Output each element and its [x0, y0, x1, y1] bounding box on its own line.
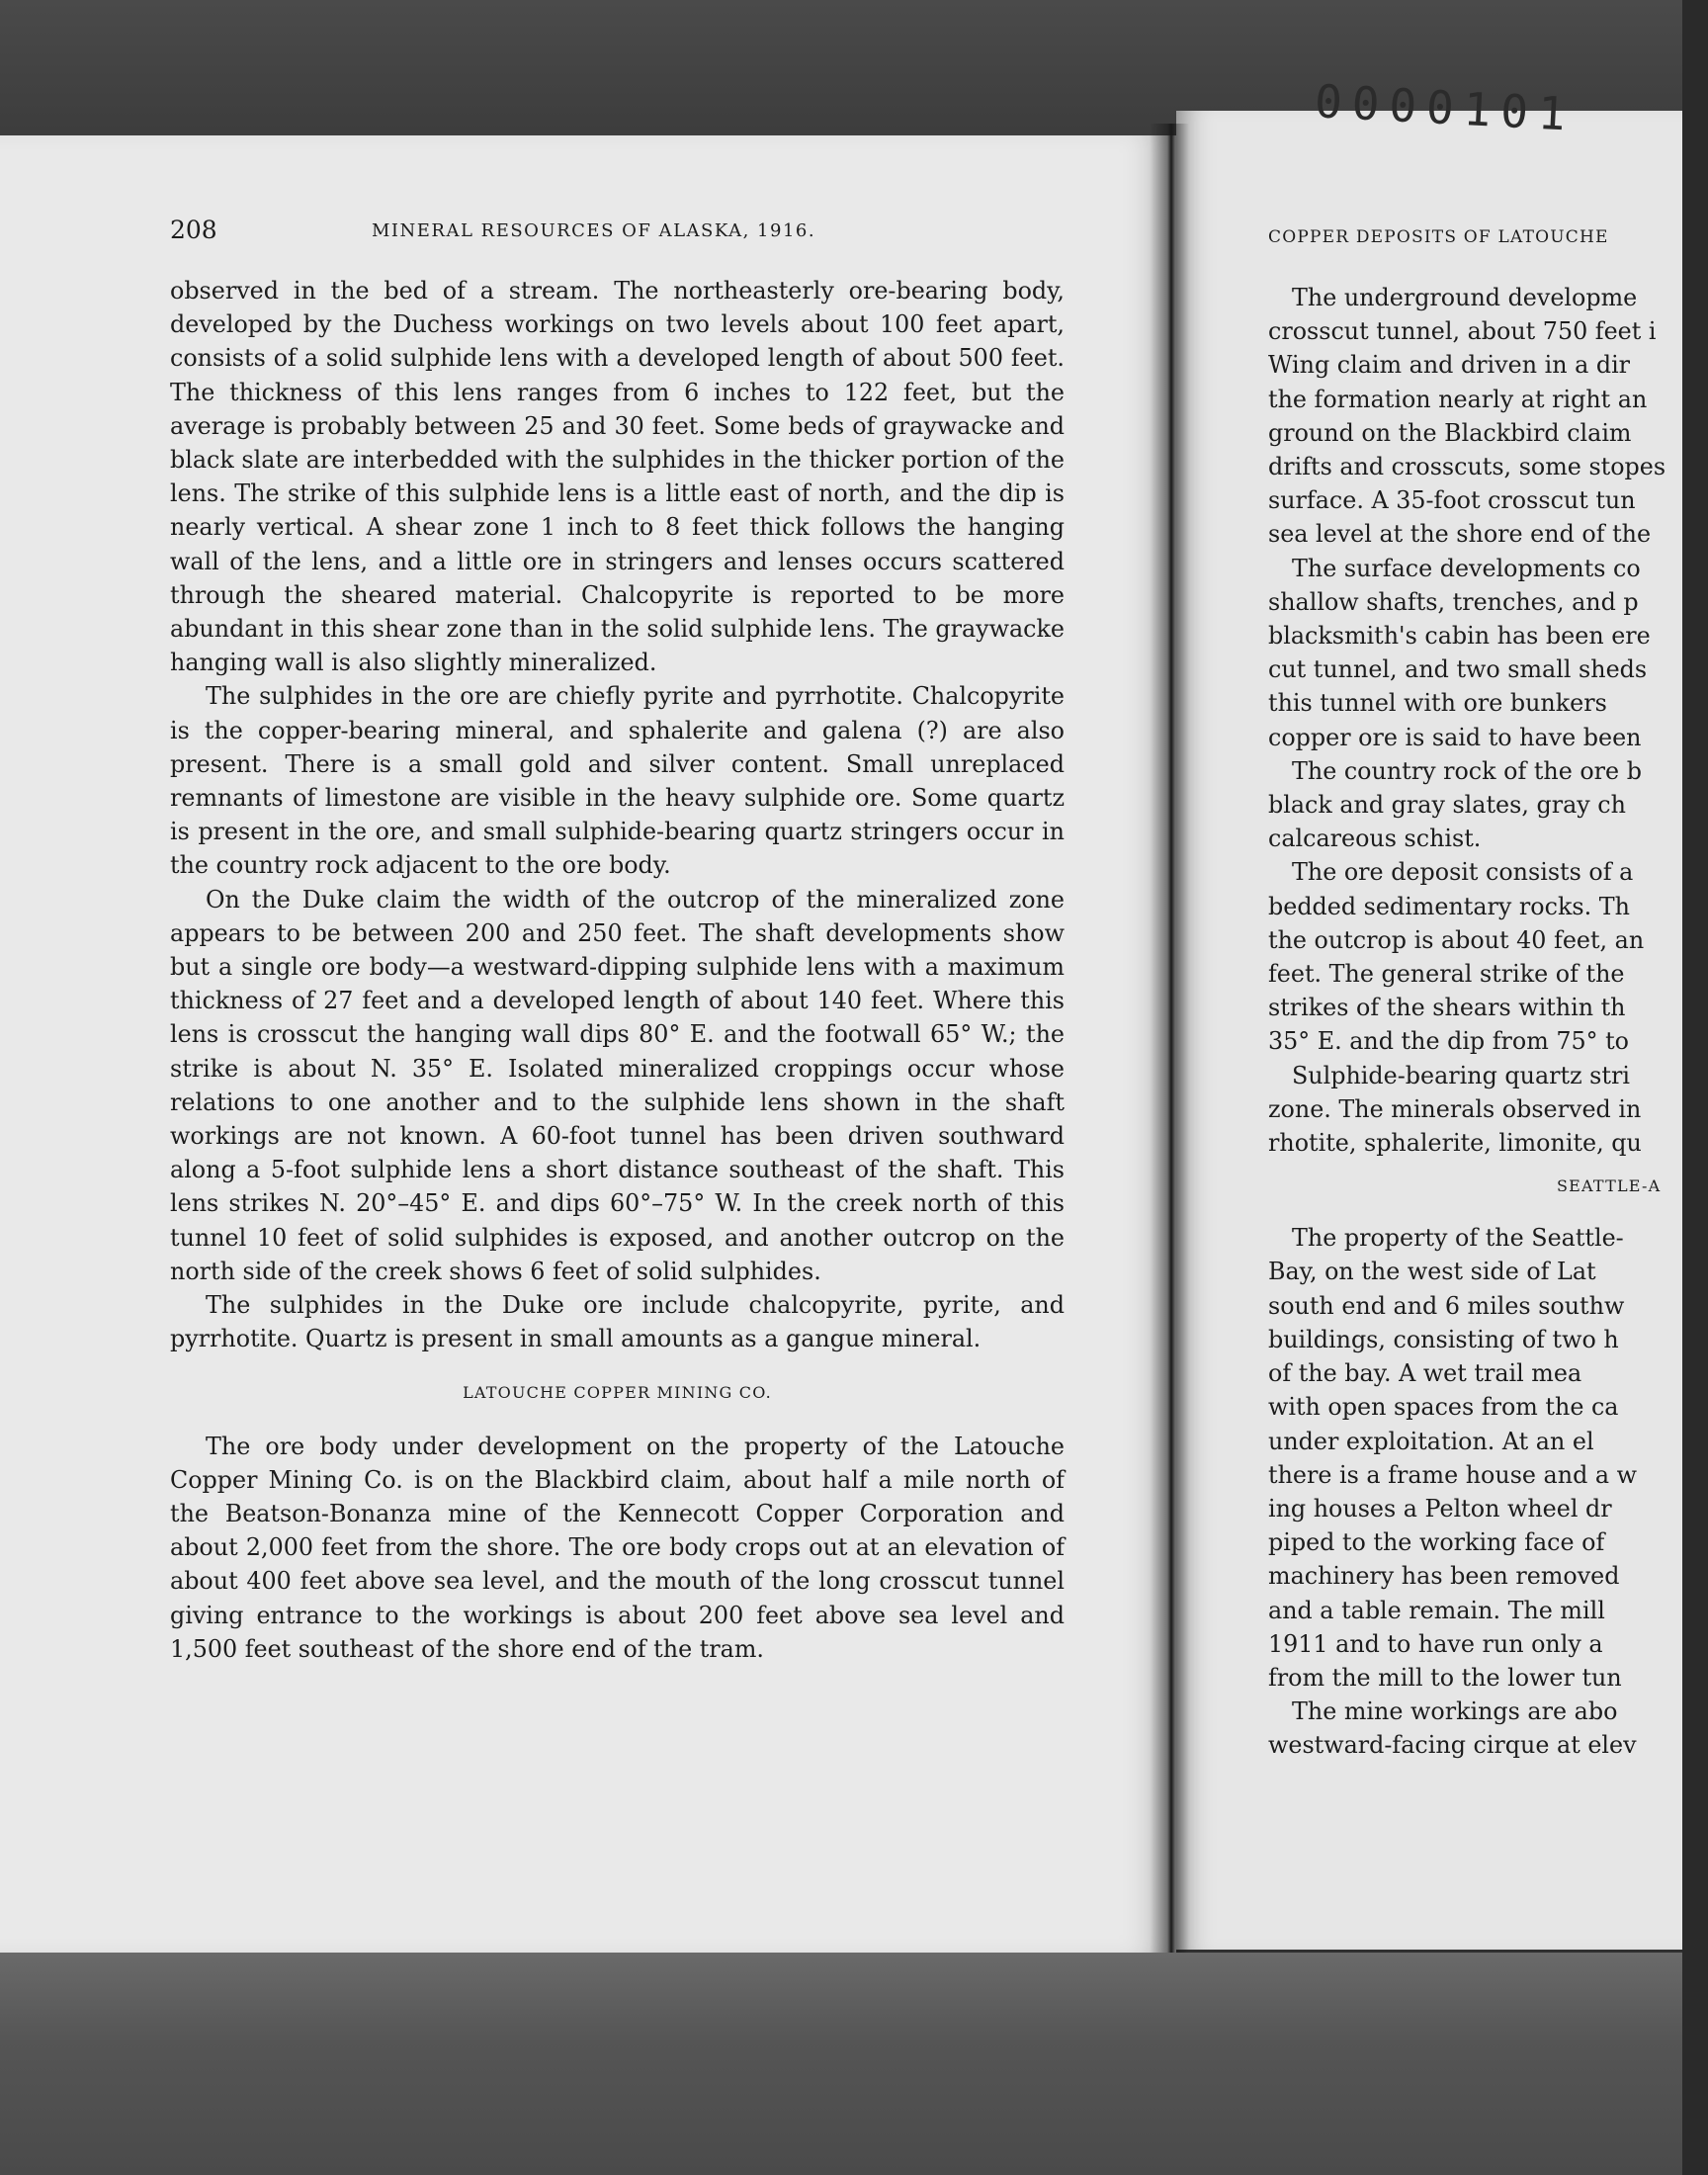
text-line: from the mill to the lower tun	[1268, 1663, 1622, 1692]
text-line: crosscut tunnel, about 750 feet i	[1268, 317, 1657, 346]
text-line: the outcrop is about 40 feet, an	[1268, 925, 1645, 954]
text-line: The mine workings are abo	[1292, 1697, 1618, 1726]
text-line: piped to the working face of	[1268, 1528, 1605, 1557]
text-line: zone. The minerals observed in	[1268, 1094, 1642, 1123]
text-line: this tunnel with ore bunkers	[1268, 689, 1607, 718]
right-section-heading: SEATTLE-A	[1557, 1176, 1662, 1196]
paragraph: The sulphides in the Duke ore include chalcopyrite, pyrite, and pyrrhotite. Quartz is present in small amounts as a gangue mineral.	[170, 1291, 1065, 1353]
text-line: ground on the Blackbird claim	[1268, 418, 1632, 447]
text-line: calcareous schist.	[1268, 825, 1482, 853]
text-line: machinery has been removed	[1268, 1562, 1620, 1591]
text-line: The surface developments co	[1292, 554, 1641, 582]
text-line: there is a frame house and a w	[1268, 1460, 1637, 1489]
text-line: westward-facing cirque at elev	[1268, 1731, 1637, 1760]
right-text-block-1	[1268, 281, 1681, 1160]
text-line: under exploitation. At an el	[1268, 1427, 1594, 1455]
text-line: sea level at the shore end of the	[1268, 520, 1652, 549]
text-line: strikes of the shears within th	[1268, 994, 1626, 1022]
text-line: feet. The general strike of the	[1268, 960, 1625, 989]
text-line: The underground developme	[1292, 284, 1638, 311]
text-line: bedded sedimentary rocks. Th	[1268, 892, 1630, 920]
right-text-column	[1268, 281, 1681, 1763]
text-line: rhotite, sphalerite, limonite, qu	[1268, 1129, 1642, 1158]
text-line: south end and 6 miles southw	[1268, 1291, 1625, 1320]
text-line: Sulphide-bearing quartz stri	[1292, 1061, 1630, 1089]
scan-right-margin	[1682, 0, 1708, 2175]
text-line: and a table remain. The mill	[1268, 1596, 1605, 1624]
text-line: blacksmith's cabin has been ere	[1268, 622, 1651, 651]
paragraph: On the Duke claim the width of the outcrop of the mineralized zone appears to be between 200 and 250 feet. The shaft developments show but a single ore body—a westward-dipping sulphide lens with a maximum thickness of 27 feet and a developed length of about 140 feet. Where this lens is crosscut the hanging wall dips 80° E. and the footwall 65° W.; the strike is about N. 35° E. Isolated mineralized croppings occur whose relations to one another and to the sulphide lens shown in the shaft workings are not known. A 60-foot tunnel has been driven southward along a 5-foot sulphide lens a short distance southeast of the shaft. This lens strikes N. 20°–45° E. and dips 60°–75° W. In the creek north of this tunnel 10 feet of solid sulphides is exposed, and another outcrop on the north side of the creek shows 6 feet of solid sulphides.	[170, 885, 1065, 1285]
section-heading: LATOUCHE COPPER MINING CO.	[463, 1382, 772, 1402]
text-line: The country rock of the ore b	[1292, 756, 1642, 785]
right-text-block-2	[1268, 1221, 1681, 1762]
text-line: 1911 and to have run only a	[1268, 1629, 1603, 1658]
left-text-column	[170, 274, 1065, 1666]
scan-bottom-margin	[0, 1953, 1708, 2175]
running-head-title: MINERAL RESOURCES OF ALASKA, 1916.	[372, 220, 816, 241]
book-gutter	[1150, 124, 1189, 1953]
text-line: with open spaces from the ca	[1268, 1393, 1619, 1422]
text-line: Wing claim and driven in a dir	[1268, 351, 1631, 380]
page-number: 208	[170, 216, 217, 244]
text-line: ing houses a Pelton wheel dr	[1268, 1494, 1612, 1522]
text-line: The property of the Seattle-	[1292, 1224, 1624, 1253]
text-line: of the bay. A wet trail mea	[1268, 1359, 1582, 1388]
text-line: drifts and crosscuts, some stopes	[1268, 453, 1666, 481]
text-line: black and gray slates, gray ch	[1268, 791, 1626, 820]
paragraph: The ore body under development on the property of the Latouche Copper Mining Co. is on the Blackbird claim, about half a mile north of the Beatson-Bonanza mine of the Kennecott Copper Corporation and about 2,000 feet from the shore. The ore body crops out at an elevation of about 400 feet above sea level, and the mouth of the long crosscut tunnel giving entrance to the workings is about 200 feet above sea level and 1,500 feet southeast of the shore end of the tram.	[170, 1432, 1065, 1663]
paragraph: observed in the bed of a stream. The northeasterly ore-bearing body, developed by the Duchess workings on two levels about 100 feet apart, consists of a solid sulphide lens with a developed length of about 500 feet. The thickness of this lens ranges from 6 inches to 122 feet, but the average is probably between 25 and 30 feet. Some beds of graywacke and black slate are interbedded with the sulphides in the thicker portion of the lens. The strike of this sulphide lens is a little east of north, and the dip is nearly vertical. A shear zone 1 inch to 8 feet thick follows the hanging wall of the lens, and a little ore in stringers and lenses occurs scattered through the sheared material. Chalcopyrite is reported to be more abundant in this shear zone than in the solid sulphide lens. The graywacke hanging wall is also slightly mineralized.	[170, 277, 1065, 677]
text-line: 35° E. and the dip from 75° to	[1268, 1027, 1630, 1056]
text-line: buildings, consisting of two h	[1268, 1325, 1619, 1353]
text-line: surface. A 35-foot crosscut tun	[1268, 486, 1636, 515]
text-line: The ore deposit consists of a	[1292, 858, 1634, 887]
archive-stamp-number: 0000101	[1313, 74, 1578, 141]
text-line: the formation nearly at right an	[1268, 385, 1648, 413]
text-line: Bay, on the west side of Lat	[1268, 1258, 1596, 1286]
text-line: shallow shafts, trenches, and p	[1268, 587, 1639, 616]
text-line: copper ore is said to have been	[1268, 723, 1642, 751]
left-running-head	[170, 216, 1060, 255]
paragraph: The sulphides in the ore are chiefly pyrite and pyrrhotite. Chalcopyrite is the copper-bearing mineral, and sphalerite and galena (?) are also present. There is a small gold and silver content. Small unreplaced remnants of limestone are visible in the heavy sulphide ore. Some quartz is present in the ore, and small sulphide-bearing quartz stringers occur in the country rock adjacent to the ore body.	[170, 682, 1065, 880]
text-line: cut tunnel, and two small sheds	[1268, 655, 1648, 684]
right-running-head: COPPER DEPOSITS OF LATOUCHE	[1268, 227, 1609, 247]
